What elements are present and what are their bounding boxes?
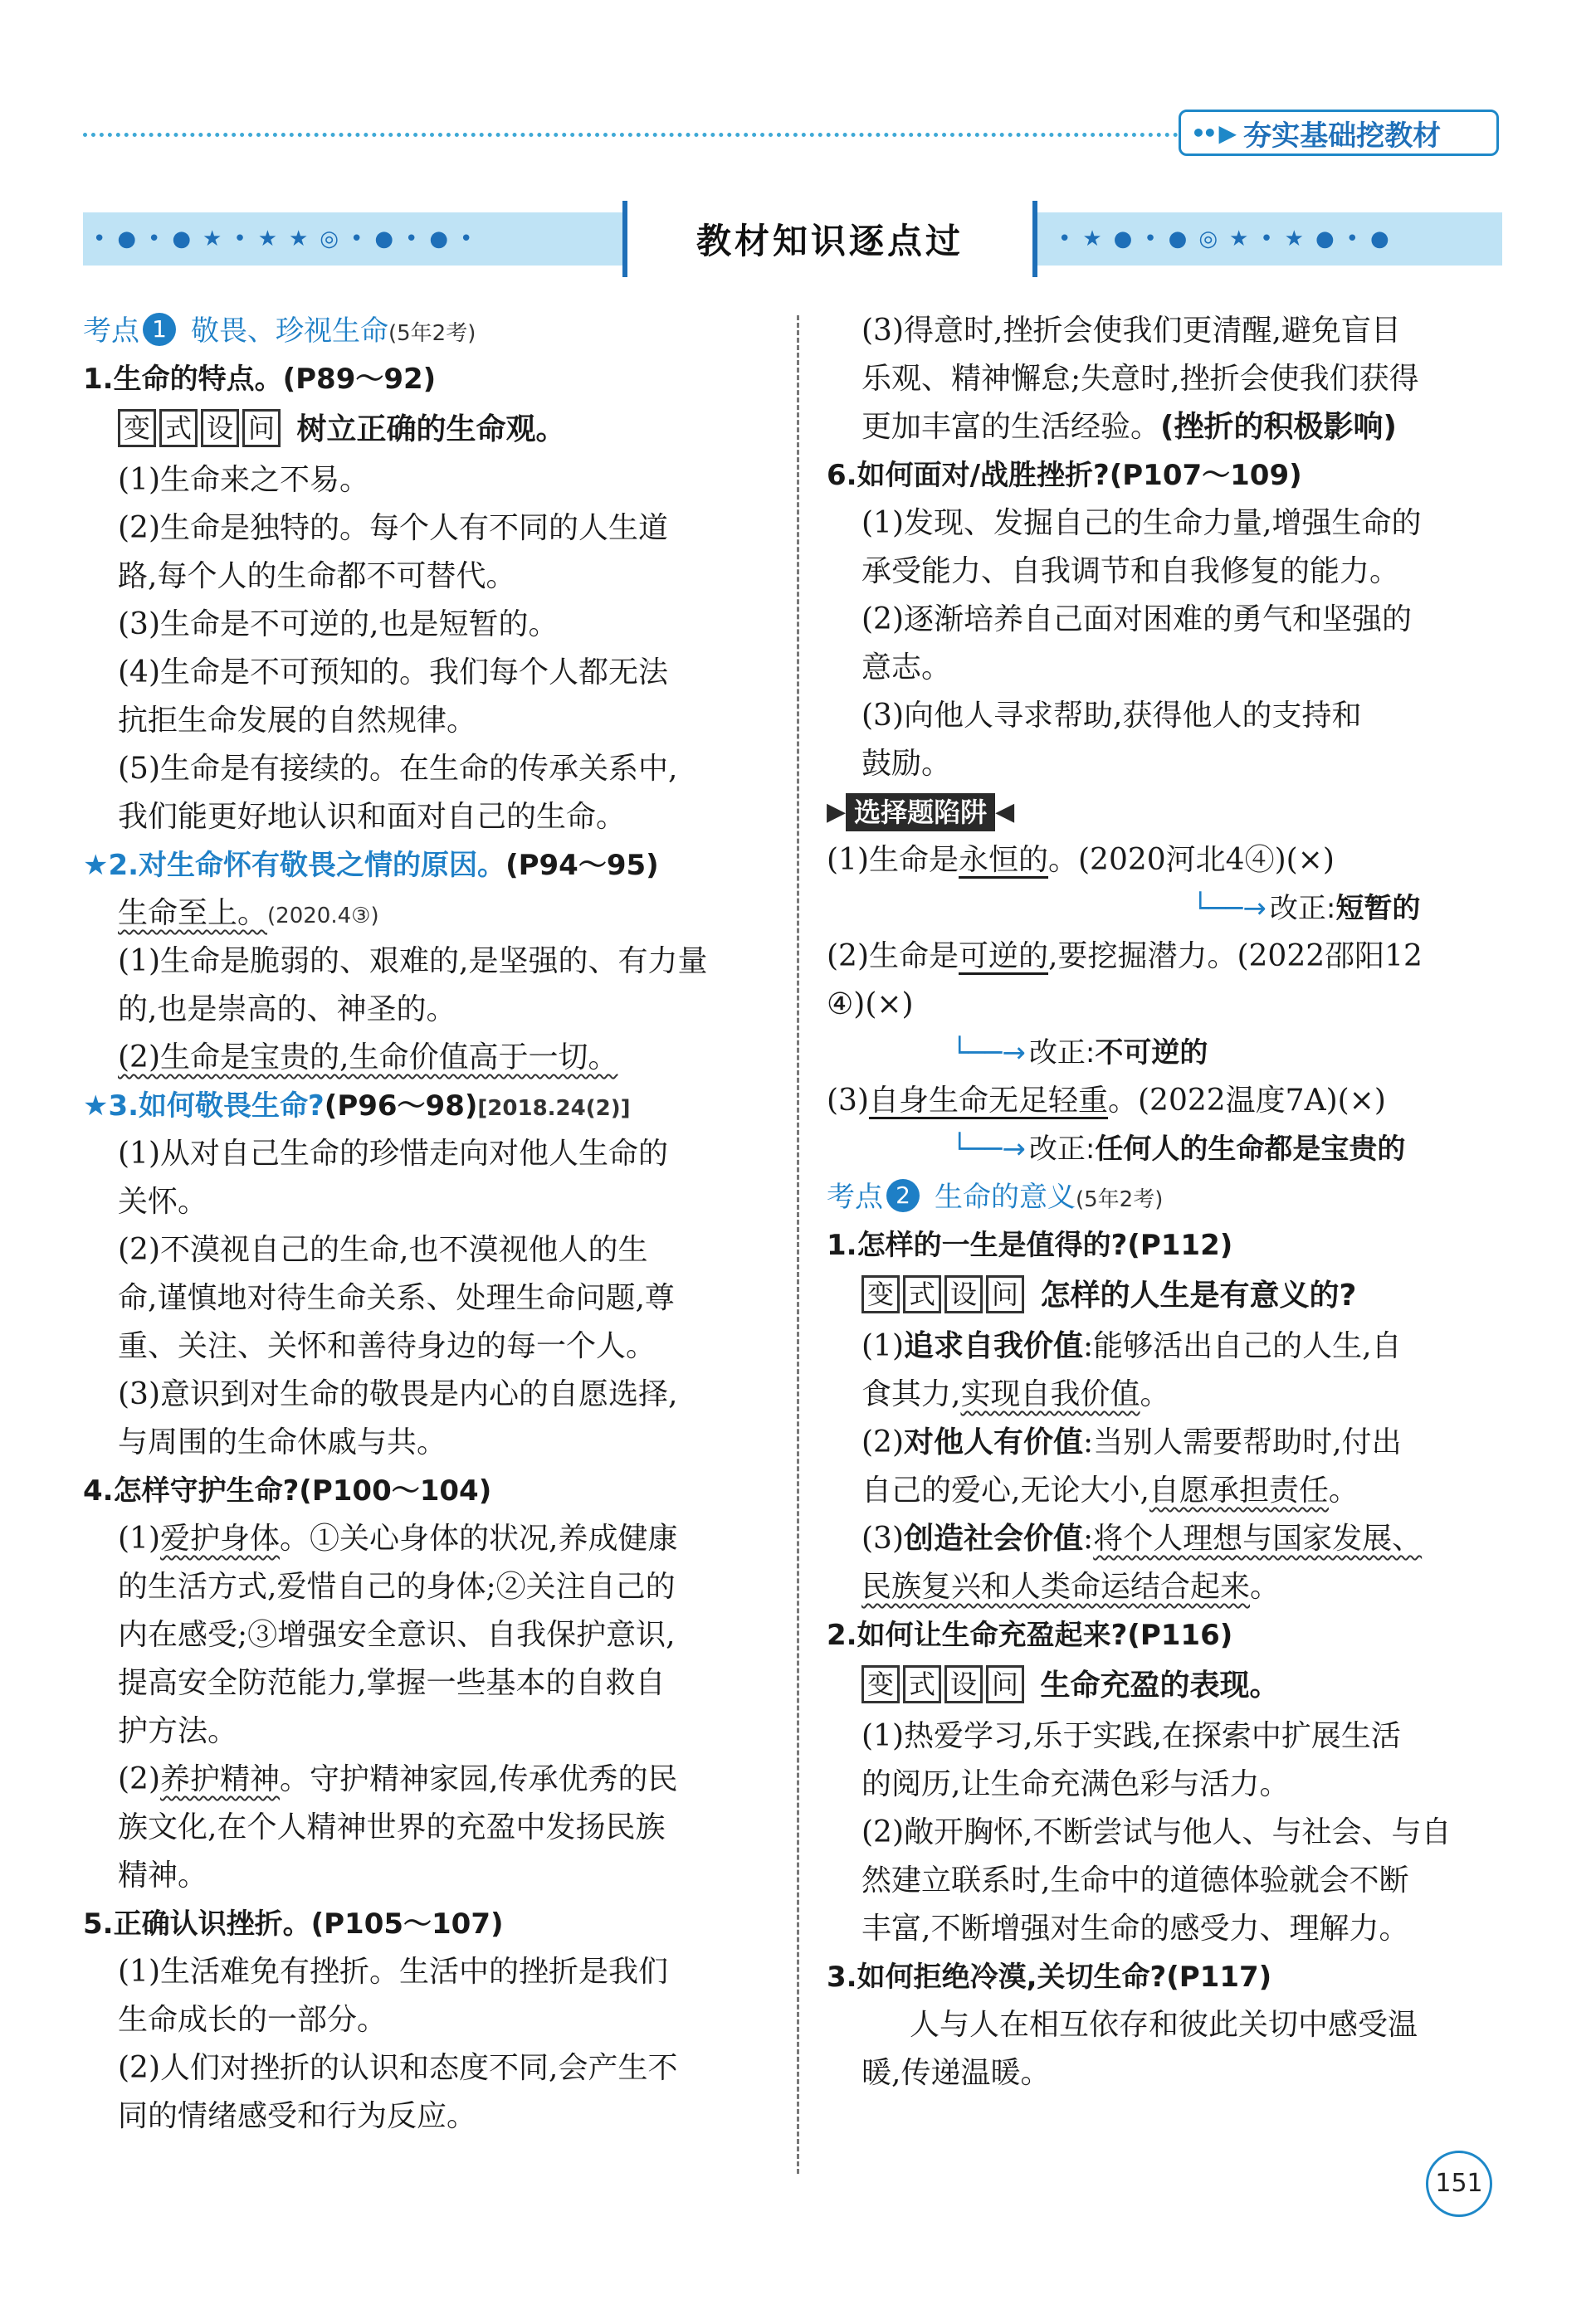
text-line [827, 1515, 1507, 1563]
double-arrow-icon: •• ▶ [1191, 119, 1234, 147]
badge-char: 设 [944, 1275, 983, 1313]
text-line: 重、关注、关怀和善待身边的每一个人。 [118, 1329, 656, 1363]
emphasized-text: 自愿承担责任 [1149, 1474, 1329, 1508]
text-part: 。 [1140, 1377, 1170, 1411]
text-line: 暖,传递温暖。 [861, 2056, 1051, 2090]
text-line: (3)得意时,挫折会使我们更清醒,避免盲目 [861, 314, 1401, 348]
text-line: 提高安全防范能力,掌握一些基本的自救自 [118, 1666, 666, 1700]
text-line: (5)生命是有接续的。在生命的传承关系中, [118, 752, 678, 786]
question-1-heading: 1.生命的特点。(P89～92) [83, 363, 437, 396]
section-banner [83, 212, 1502, 266]
text-line: (2)生命是独特的。每个人有不同的人生道 [118, 511, 668, 545]
text-line: 人与人在相互依存和彼此关切中感受温 [910, 2008, 1418, 2042]
variant-question-3 [827, 1659, 1507, 1713]
badge-char: 式 [903, 1665, 941, 1703]
text-line: 族文化,在个人精神世界的充盈中发扬民族 [118, 1810, 666, 1844]
note: (挫折的积极影响) [1160, 410, 1397, 444]
trap-item-3 [827, 1077, 1507, 1125]
banner-decoration-left: •●•●★•★★◎•●•●• [93, 227, 485, 251]
badge-char: 变 [861, 1665, 900, 1703]
text-part: 。①关心身体的状况,养成健康 [280, 1522, 678, 1556]
key-term: 养护精神 [160, 1762, 281, 1796]
badge-char: 问 [986, 1665, 1024, 1703]
triangle-left-icon: ◀ [995, 797, 1015, 826]
k-question-3-heading: 3.如何拒绝冷漠,关切生命?(P117) [827, 1961, 1272, 1994]
text-part: :当别人需要帮助时,付出 [1083, 1425, 1402, 1459]
text-line: 抗拒生命发展的自然规律。 [118, 704, 477, 738]
badge-char: 变 [118, 409, 156, 447]
key-term: 创造社会价值 [904, 1522, 1084, 1556]
text-line: 乐观、精神懈怠;失意时,挫折会使我们获得 [861, 362, 1419, 396]
answer-line [83, 889, 764, 938]
text-line: (2)逐渐培养自己面对困难的勇气和坚强的 [861, 602, 1412, 636]
text-line: (1)热爱学习,乐于实践,在探索中扩展生活 [861, 1719, 1401, 1753]
fix-label: 改正: [1028, 1036, 1096, 1069]
key-term: 对他人有价值 [904, 1425, 1084, 1459]
column-divider [797, 315, 799, 2174]
badge-char: 式 [903, 1275, 941, 1313]
text-part: (2) [118, 1762, 160, 1796]
right-column [827, 307, 1507, 2097]
text-line [83, 1515, 764, 1563]
star-icon: ★ [83, 1089, 109, 1123]
text-line: 丰富,不断增强对生命的感受力、理解力。 [861, 1912, 1409, 1946]
text-line: 路,每个人的生命都不可替代。 [118, 559, 516, 593]
text-line: (1)从对自己生命的珍惜走向对他人生命的 [118, 1137, 668, 1171]
variant-badge [861, 1659, 1027, 1713]
text-line: 的生活方式,爱惜自己的身体;②关注自己的 [118, 1570, 676, 1604]
text-line: (4)生命是不可预知的。我们每个人都无法 [118, 655, 668, 689]
text-line: (3)生命是不可逆的,也是短暂的。 [118, 607, 559, 641]
text-line: (2)敞开胸怀,不断尝试与他人、与社会、与自 [861, 1815, 1452, 1849]
text-line [83, 1756, 764, 1804]
trap-title: 选择题陷阱 [846, 793, 995, 831]
variant-question-2 [827, 1269, 1507, 1323]
question-3-heading [83, 1082, 764, 1130]
badge-char: 式 [159, 409, 198, 447]
text-part: (2)生命是 [827, 939, 959, 973]
text-line: (3)意识到对生命的敬畏是内心的自愿选择, [118, 1377, 678, 1411]
variant-question-1 [83, 403, 764, 456]
star-icon: ★ [83, 849, 109, 882]
text-line [827, 1563, 1507, 1611]
text-line: (2)不漠视自己的生命,也不漠视他人的生 [118, 1233, 648, 1267]
section-tag-label: 夯实基础挖教材 [1243, 119, 1442, 153]
variant-badge [861, 1269, 1027, 1323]
text-line: 内在感受;③增强安全意识、自我保护意识, [118, 1618, 676, 1652]
knowledge-point-2-heading [827, 1173, 1507, 1221]
kaodian-frequency: (5年2考) [388, 321, 476, 346]
knowledge-point-1-heading [83, 307, 764, 355]
text-line: (1)生命是脆弱的、艰难的,是坚强的、有力量 [118, 944, 708, 978]
fix-text: 任何人的生命都是宝贵的 [1095, 1133, 1406, 1166]
text-part: : [1083, 1522, 1094, 1556]
text-part: 。 [1328, 1474, 1359, 1508]
question-5-heading: 5.正确认识挫折。(P105～107) [83, 1907, 504, 1941]
k-question-1-heading: 1.怎样的一生是值得的?(P112) [827, 1229, 1233, 1262]
text-line: 命,谨慎地对待生命关系、处理生命问题,尊 [118, 1281, 675, 1315]
text-part: (3) [827, 1084, 869, 1118]
text-line: 关怀。 [118, 1185, 208, 1219]
text-line: 的,也是崇高的、神圣的。 [118, 992, 456, 1026]
k-question-2-heading: 2.如何让生命充盈起来?(P116) [827, 1619, 1233, 1652]
text-part: 食其力, [861, 1377, 961, 1411]
question-6-heading: 6.如何面对/战胜挫折?(P107～109) [827, 459, 1302, 492]
text-line: 我们能更好地认识和面对自己的生命。 [118, 800, 627, 834]
question-4-heading: 4.怎样守护生命?(P100～104) [83, 1474, 492, 1508]
key-answer: 生命至上。 [118, 896, 268, 930]
trap-correction-1 [827, 884, 1507, 933]
fix-text: 不可逆的 [1095, 1036, 1208, 1069]
emphasized-text: (2)生命是宝贵的,生命价值高于一切。 [118, 1040, 618, 1074]
trap-error: 永恒的 [959, 843, 1049, 877]
text-line: 生命成长的一部分。 [118, 2003, 388, 2037]
text-part: 。 [1250, 1570, 1281, 1604]
exam-reference: (2020.4③) [267, 904, 379, 928]
text-part: :能够活出自己的人生,自 [1083, 1329, 1402, 1363]
trap-error: 可逆的 [959, 939, 1049, 973]
fix-label: 改正: [1269, 892, 1336, 925]
fix-label: 改正: [1028, 1133, 1096, 1166]
text-line: 精神。 [118, 1859, 208, 1893]
section-tag [1179, 110, 1499, 156]
variant-question-text: 生命充盈的表现。 [1040, 1669, 1280, 1703]
text-part: (3) [861, 1522, 904, 1556]
text-part: (1)生命是 [827, 843, 959, 877]
text-part: 更加丰富的生活经验。 [861, 410, 1161, 444]
emphasized-text: 实现自我价值 [960, 1377, 1140, 1411]
page-number: 151 [1426, 2151, 1492, 2217]
text-line: 鼓励。 [861, 747, 952, 781]
badge-char: 设 [944, 1665, 983, 1703]
banner-decoration-right: •★●•●◎★•★●•● [1058, 227, 1401, 251]
question-2-title: 2.对生命怀有敬畏之情的原因。 [108, 849, 506, 882]
fix-text: 短暂的 [1335, 892, 1421, 925]
question-2-pages: (P94～95) [505, 849, 659, 882]
emphasized-text: 将个人理想与国家发展、 [1093, 1522, 1423, 1556]
text-line: 护方法。 [118, 1714, 238, 1748]
text-line: ④)(×) [827, 987, 914, 1021]
question-2-heading [83, 841, 764, 889]
kaodian-number: 2 [886, 1179, 920, 1212]
key-term: 追求自我价值 [904, 1329, 1084, 1363]
variant-question-text: 树立正确的生命观。 [296, 412, 566, 446]
text-line: 同的情绪感受和行为反应。 [118, 2099, 477, 2133]
triangle-right-icon: ▶ [827, 797, 847, 826]
text-line: 然建立联系时,生命中的道德体验就会不断 [861, 1864, 1409, 1898]
trap-item-1 [827, 836, 1507, 884]
kaodian-title: 生命的意义 [935, 1181, 1076, 1214]
badge-char: 问 [242, 409, 281, 447]
trap-error: 自身生命无足轻重 [869, 1084, 1109, 1118]
trap-item-2 [827, 933, 1507, 981]
kaodian-label: 考点 [83, 314, 139, 348]
kaodian-frequency: (5年2考) [1076, 1187, 1164, 1212]
text-line [827, 1419, 1507, 1467]
key-term: 爱护身体 [160, 1522, 281, 1556]
corner-arrow-icon: └──→ [951, 1036, 1026, 1069]
text-line [827, 403, 1507, 451]
text-line: (1)生命来之不易。 [118, 463, 369, 497]
text-part: 。(2022温度7A)(×) [1108, 1084, 1386, 1118]
text-part: 。(2020河北4④)(×) [1048, 843, 1335, 877]
text-line [827, 1371, 1507, 1419]
text-line [83, 1034, 764, 1082]
kaodian-label: 考点 [827, 1181, 883, 1214]
text-part: (1) [861, 1329, 904, 1363]
text-part: (2) [861, 1425, 904, 1459]
text-line [827, 1467, 1507, 1515]
text-line: 的阅历,让生命充满色彩与活力。 [861, 1767, 1290, 1801]
badge-char: 问 [986, 1275, 1024, 1313]
text-line [827, 1323, 1507, 1371]
exam-reference: [2018.24(2)] [477, 1096, 631, 1121]
text-part: 。守护精神家园,传承优秀的民 [280, 1762, 678, 1796]
variant-question-text: 怎样的人生是有意义的? [1040, 1279, 1357, 1313]
text-line: 意志。 [861, 650, 952, 685]
text-line: 与周围的生命休戚与共。 [118, 1425, 447, 1459]
trap-correction-3 [827, 1125, 1507, 1173]
text-part: 自己的爱心,无论大小, [861, 1474, 1149, 1508]
question-3-title: 3.如何敬畏生命? [108, 1089, 325, 1123]
corner-arrow-icon: └──→ [1192, 892, 1267, 925]
variant-badge [118, 403, 284, 456]
left-column [83, 307, 764, 2141]
corner-arrow-icon: └──→ [951, 1133, 1026, 1166]
text-part: ,要挖掘潜力。(2022邵阳12 [1048, 939, 1423, 973]
text-line: (2)人们对挫折的认识和态度不同,会产生不 [118, 2051, 678, 2085]
banner-title: 教材知识逐点过 [622, 201, 1037, 277]
text-line: (3)向他人寻求帮助,获得他人的支持和 [861, 699, 1362, 733]
text-part: (1) [118, 1522, 160, 1556]
question-3-pages: (P96～98) [324, 1089, 478, 1123]
emphasized-text: 民族复兴和人类命运结合起来 [861, 1570, 1251, 1604]
badge-char: 设 [201, 409, 239, 447]
text-line: (1)发现、发掘自己的生命力量,增强生命的 [861, 506, 1422, 540]
text-line: (1)生活难免有挫折。生活中的挫折是我们 [118, 1955, 668, 1989]
trap-heading [827, 788, 1507, 836]
trap-correction-2 [827, 1029, 1507, 1077]
badge-char: 变 [861, 1275, 900, 1313]
text-line: 承受能力、自我调节和自我修复的能力。 [861, 554, 1400, 588]
kaodian-title: 敬畏、珍视生命 [191, 314, 388, 348]
kaodian-number: 1 [143, 313, 176, 346]
header-dotted-line [83, 133, 1179, 137]
